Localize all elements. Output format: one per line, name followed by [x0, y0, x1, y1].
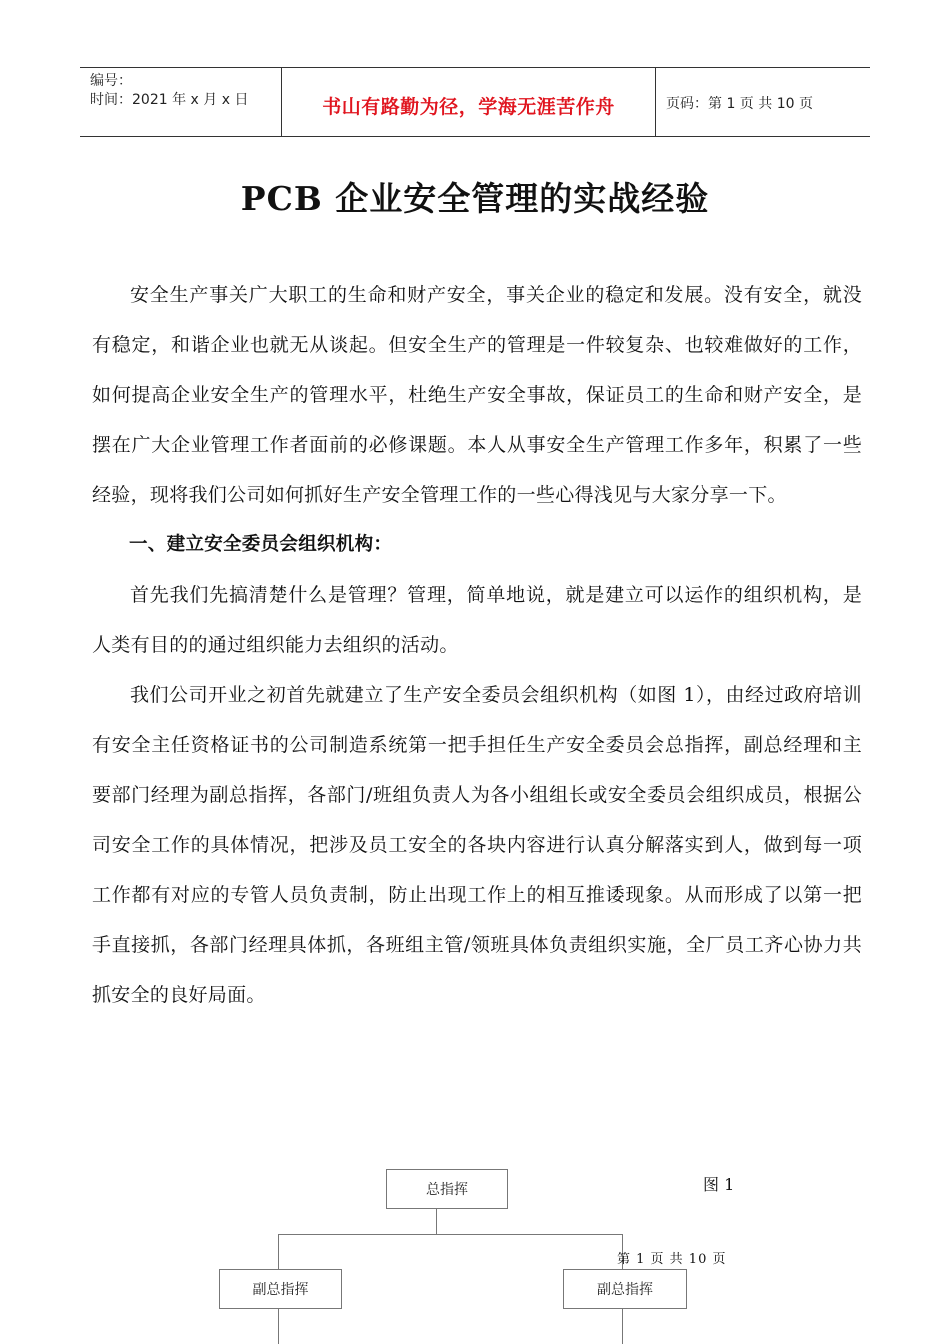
- org-connector: [278, 1308, 279, 1344]
- org-connector: [278, 1234, 279, 1270]
- header-page-info: 页码：第 1 页 共 10 页: [666, 96, 813, 112]
- paragraph-management: 首先我们先搞清楚什么是管理？管理，简单地说，就是建立可以运作的组织机构，是人类有目的的通过组织能力去组织的活动。: [92, 584, 862, 656]
- figure-label: 图 1: [703, 1175, 735, 1194]
- page-header: [80, 67, 870, 137]
- document-body: [92, 270, 862, 1020]
- org-connector: [278, 1234, 623, 1235]
- paragraph-intro: 安全生产事关广大职工的生命和财产安全，事关企业的稳定和发展。没有安全，就没有稳定，和谐企业也就无从谈起。但安全生产的管理是一件较复杂、也较难做好的工作，如何提高企业安全生产的管理水平，杜绝生产安全事故，保证员工的生命和财产安全，是摆在广大企业管理工作者面前的必修课题。本人从事安全生产管理工作多年，积累了一些经验，现将我们公司如何抓好生产安全管理工作的一些心得浅见与大家分享一下。: [92, 284, 862, 506]
- section-heading: 一、建立安全委员会组织机构：: [129, 534, 393, 555]
- header-divider: [655, 68, 656, 136]
- paragraph-committee: 我们公司开业之初首先就建立了生产安全委员会组织机构（如图 1），由经过政府培训有安全主任资格证书的公司制造系统第一把手担任生产安全委员会总指挥，副总经理和主要部门经理为副总指挥，各部门/班组负责人为各小组组长或安全委员会组织成员，根据公司安全工作的具体情况，把涉及员工安全的各块内容进行认真分解落实到人，做到每一项工作都有对应的专管人员负责制，防止出现工作上的相互推诿现象。从而形成了以第一把手直接抓，各部门经理具体抓，各班组主管/领班具体负责组织实施，全厂员工齐心协力共抓安全的良好局面。: [92, 684, 862, 1006]
- org-box-left: 副总指挥: [219, 1269, 342, 1309]
- number-label: 编号：: [90, 73, 132, 89]
- org-connector: [436, 1208, 437, 1235]
- header-motto: 书山有路勤为径，学海无涯苦作舟: [322, 96, 615, 118]
- header-meta: [90, 72, 248, 110]
- document-title: PCB 企业安全管理的实战经验: [240, 179, 710, 218]
- footer-page-number: 第 1 页 共 10 页: [617, 1252, 727, 1267]
- org-box-right: 副总指挥: [563, 1269, 687, 1309]
- org-connector: [622, 1308, 623, 1344]
- org-box-top: 总指挥: [386, 1169, 508, 1209]
- time-label: 时间：2021 年 x 月 x 日: [90, 92, 249, 108]
